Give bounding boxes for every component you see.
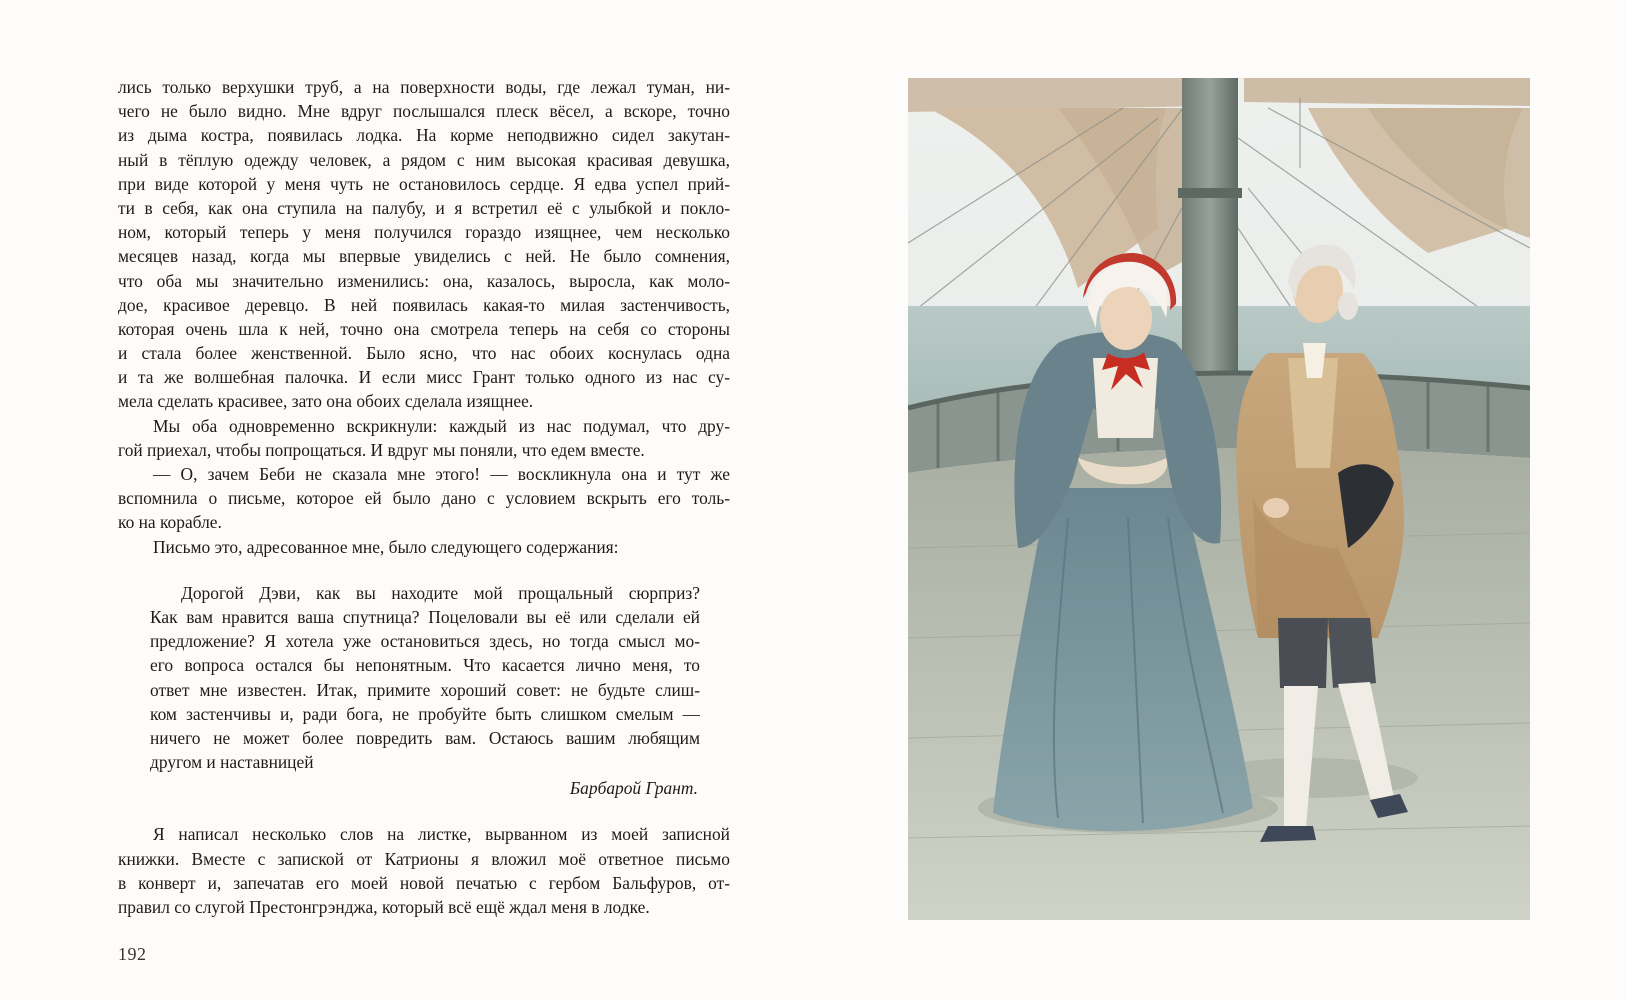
text-line: мела сделать красивее, зато она обоих сделала изящнее. <box>118 391 534 412</box>
text-line: месяцев назад, когда мы впервые увиделись с ней. Не было сомнения, <box>118 246 730 267</box>
text-line: лись только верхушки труб, а на поверхности воды, где лежал туман, ни- <box>118 77 730 97</box>
paragraph-1 <box>118 75 730 414</box>
text-line: гой приехал, чтобы попрощаться. И вдруг мы поняли, что едем вместе. <box>118 439 645 460</box>
text-line: Я написал несколько слов на листке, вырванном из моей записной <box>153 824 730 845</box>
text-line: Письмо это, адресованное мне, было следующего содержания: <box>153 536 619 557</box>
spacer <box>118 800 730 822</box>
letter-line: ком застенчивы и, ради бога, не пробуйте быть слишком смелым — <box>150 703 700 724</box>
watercolor-illustration <box>908 78 1530 920</box>
text-page <box>118 75 730 919</box>
text-line: правил со слугой Престонгрэнджа, который всё ещё ждал меня в лодке. <box>118 897 650 917</box>
letter-line: Дорогой Дэви, как вы находите мой прощальный сюрприз? <box>181 582 700 603</box>
spacer <box>118 559 730 581</box>
text-line: — О, зачем Беби не сказала мне этого! — воскликнула она и тут же <box>153 464 730 484</box>
letter-line: Как вам нравится ваша спутница? Поцеловали вы её или сделали ей <box>150 606 700 627</box>
text-line: ко на корабле. <box>118 512 222 533</box>
text-line: книжки. Вместе с запиской от Катрионы я вложил моё ответное письмо <box>118 848 730 869</box>
text-line: Мы оба одновременно вскрикнули: каждый из нас подумал, что дру- <box>153 415 730 436</box>
paragraph-5 <box>118 822 730 919</box>
text-line: вспомнила о письме, которое ей было дано с условием вскрыть его толь- <box>118 488 730 509</box>
text-line: из дыма костра, появилась лодка. На корме неподвижно сидел закутан- <box>118 125 730 146</box>
letter-line: другом и наставницей <box>150 752 314 773</box>
paragraph-2 <box>118 414 730 462</box>
letter-signature: Барбарой Грант. <box>569 778 698 799</box>
letter-line: ответ мне известен. Итак, примите хороший совет: не будьте слиш- <box>150 679 700 700</box>
paragraph-4 <box>118 535 730 559</box>
text-line: и стала более женственной. Было ясно, что нас обоих коснулась одна <box>118 343 730 364</box>
letter-line: его вопроса остался бы непонятным. Что касается лично меня, то <box>150 655 700 676</box>
text-line: и та же волшебная палочка. И если мисс Грант только одного из нас су- <box>118 367 730 388</box>
letter-line: предложение? Я хотела уже остановиться здесь, но тогда смысл мо- <box>150 631 700 652</box>
letter-quote <box>118 581 700 801</box>
letter-line: ничего не может более повредить вам. Остаюсь вашим любящим <box>150 727 700 748</box>
text-line: что оба мы значительно изменились: она, казалось, выросла, как моло- <box>118 270 730 291</box>
paragraph-3 <box>118 462 730 535</box>
ship-deck-illustration <box>908 78 1530 920</box>
text-line: ти в себя, как она ступила на палубу, и я встретил её с улыбкой и покло- <box>118 197 730 218</box>
text-line: чего не было видно. Мне вдруг послышался плеск вёсел, а вскоре, точно <box>118 101 730 122</box>
text-line: которая очень шла к ней, точно она смотрела теперь на себя со стороны <box>118 318 730 339</box>
text-line: в конверт и, запечатав его моей новой печатью с гербом Бальфуров, от- <box>118 872 730 893</box>
text-line: дое, красивое деревцо. В ней появилась какая-то милая застенчивость, <box>118 294 730 315</box>
text-line: ный в тёплую одежду человек, а рядом с ним высокая красивая девушка, <box>118 149 730 170</box>
text-line: ном, который теперь у меня получился гораздо изящнее, чем несколько <box>118 222 730 243</box>
page-number: 192 <box>118 944 147 964</box>
text-line: при виде которой у меня чуть не остановилось сердце. Я едва успел прий- <box>118 173 730 194</box>
